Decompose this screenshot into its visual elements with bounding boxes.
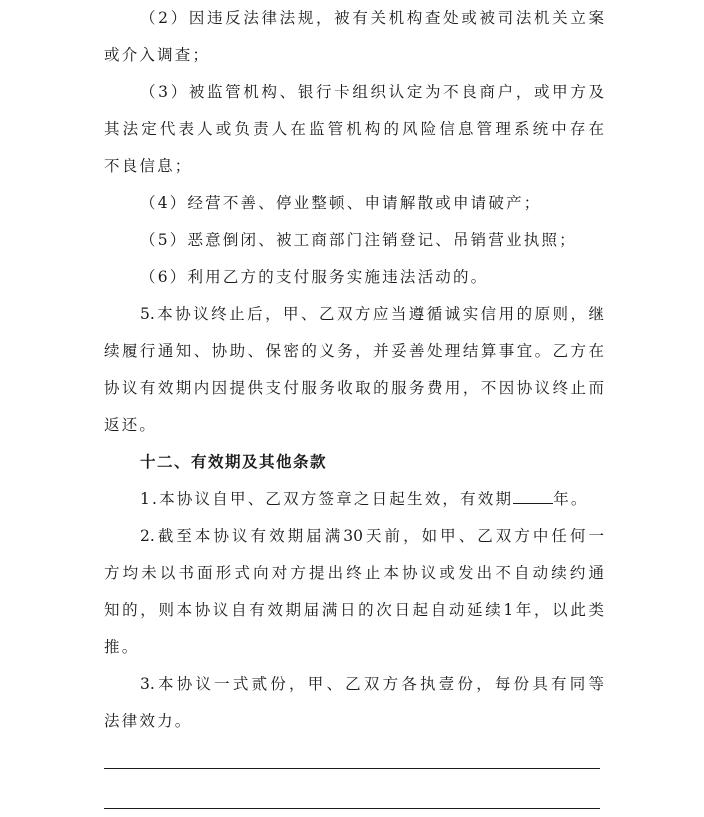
s12-clause-2-line-3: 知的，则本协议自有效期届满日的次日起自动延续1年，以此类 [104,601,604,619]
clause-5-line-1: 5.本协议终止后，甲、乙双方应当遵循诚实信用的原则，继 [140,305,604,323]
s12-clause-1-prefix: 1.本协议自甲、乙双方签章之日起生效，有效期 [140,490,514,508]
item-4: （4）经营不善、停业整顿、申请解散或申请破产； [140,194,542,212]
item-6: （6）利用乙方的支付服务实施违法活动的。 [140,268,489,286]
item-5: （5）恶意倒闭、被工商部门注销登记、吊销营业执照； [140,231,577,249]
blank-line-1 [104,768,600,769]
item-3-line-2: 其法定代表人或负责人在监管机构的风险信息管理系统中存在 [104,120,604,138]
item-3-line-3: 不良信息； [104,157,193,175]
s12-clause-3-line-2: 法律效力。 [104,712,193,730]
validity-years-blank [513,489,553,504]
item-2-line-2: 或介入调查； [104,46,211,64]
s12-clause-3-line-1: 3.本协议一式贰份，甲、乙双方各执壹份，每份具有同等 [140,675,604,693]
item-3-line-1: （3）被监管机构、银行卡组织认定为不良商户，或甲方及 [140,83,604,101]
s12-clause-2-line-2: 方均未以书面形式向对方提出终止本协议或发出不自动续约通 [104,564,604,582]
item-2-line-1: （2）因违反法律法规，被有关机构查处或被司法机关立案 [140,9,604,27]
clause-5-line-3: 协议有效期内因提供支付服务收取的服务费用，不因协议终止而 [104,379,604,397]
s12-clause-1-suffix: 年。 [553,490,589,508]
s12-clause-2-line-1: 2.截至本协议有效期届满30天前，如甲、乙双方中任何一 [140,527,604,545]
clause-5-line-2: 续履行通知、协助、保密的义务，并妥善处理结算事宜。乙方在 [104,342,604,360]
section-12-heading: 十二、有效期及其他条款 [140,453,328,471]
blank-line-2 [104,808,600,809]
clause-5-line-4: 返还。 [104,416,158,434]
s12-clause-1 [140,489,589,509]
s12-clause-2-line-4: 推。 [104,638,140,656]
